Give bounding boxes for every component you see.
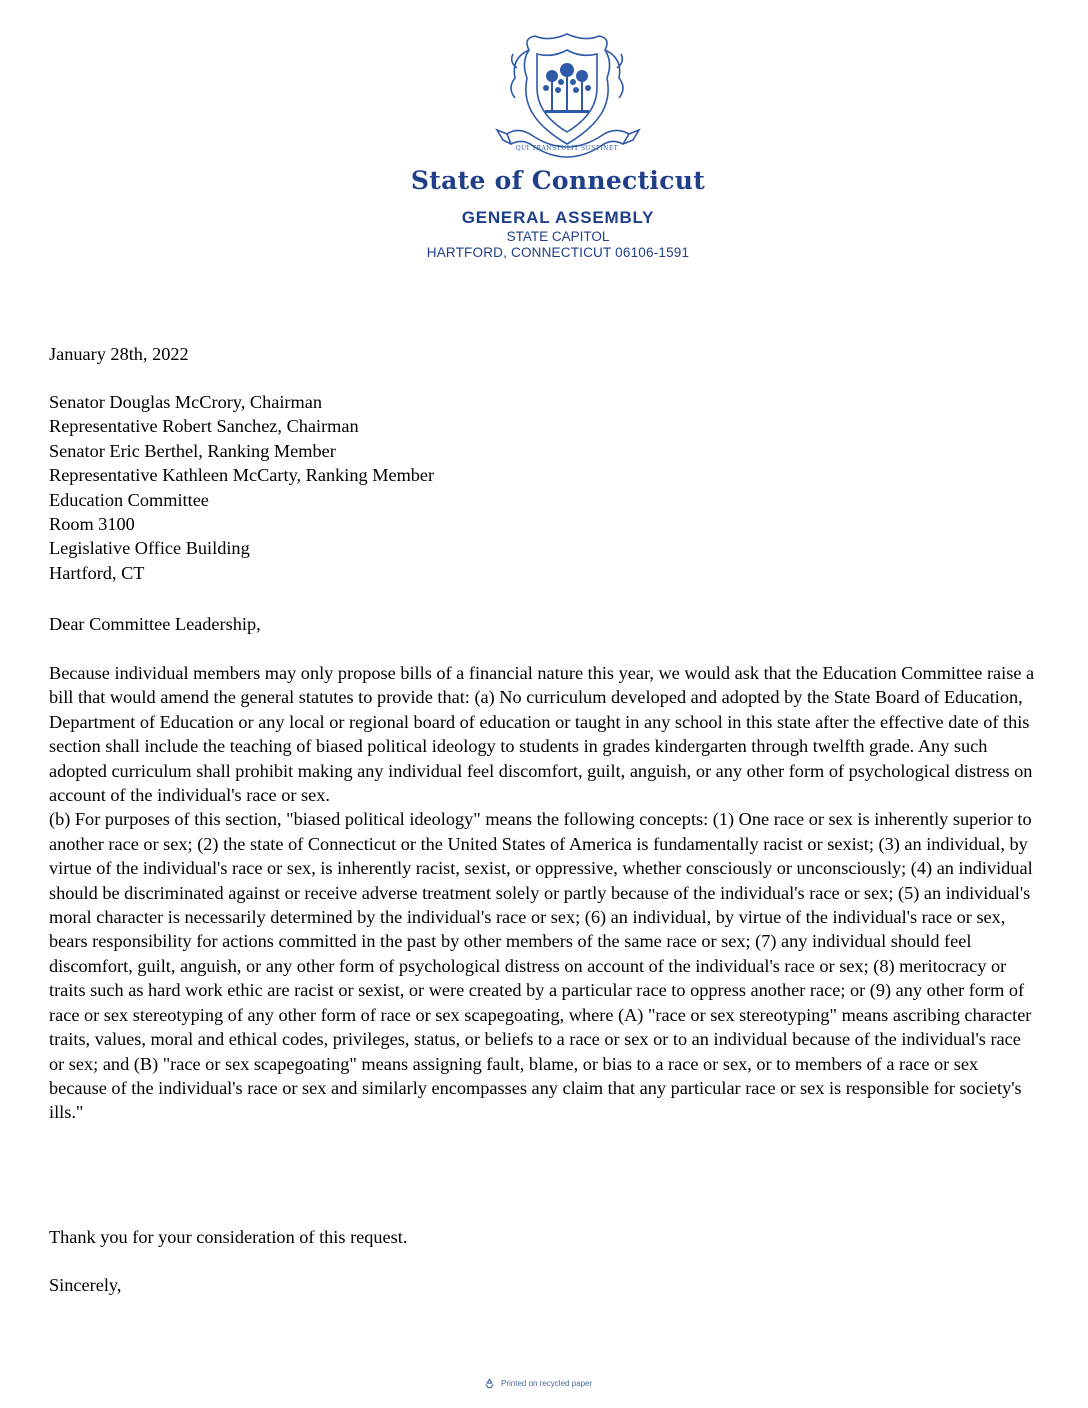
- letterhead-address: HARTFORD, CONNECTICUT 06106-1591: [426, 245, 690, 260]
- recipient-line: Legislative Office Building: [49, 538, 250, 559]
- thanks-line: Thank you for your consideration of this request.: [49, 1227, 408, 1247]
- letterhead-capitol: STATE CAPITOL: [506, 229, 610, 244]
- recycle-icon: [484, 1378, 495, 1389]
- recipient-line: Senator Eric Berthel, Ranking Member: [49, 440, 336, 461]
- letterhead-assembly: GENERAL ASSEMBLY: [461, 208, 655, 227]
- letter-date: January 28th, 2022: [49, 344, 189, 364]
- footer-note-text: Printed on recycled paper: [501, 1379, 593, 1388]
- recipient-line: Room 3100: [49, 514, 135, 535]
- recipient-line: Senator Douglas McCrory, Chairman: [49, 392, 322, 412]
- recipient-line: Hartford, CT: [49, 562, 145, 583]
- footer-note: [484, 1378, 592, 1389]
- salutation: Dear Committee Leadership,: [49, 614, 261, 634]
- body-paragraph-a: Because individual members may only propose bills of a financial nature this year, we would ask that the Education Committee raise a bill that would amend the general statutes to provide that: (a) No curriculum developed and adopted by the State Board of Education, Department of Education or any local or regional board of education or taught in any school in this state after the effective date of this section shall include the teaching of biased political ideology to students in grades kindergarten through twelfth grade. Any such adopted curriculum shall prohibit making any individual feel discomfort, guilt, anguish, or any other form of psychological distress on account of the individual's race or sex.: [49, 663, 1035, 806]
- recipient-line: Representative Kathleen McCarty, Ranking Member: [49, 465, 435, 486]
- body-paragraph-b: (b) For purposes of this section, "biased political ideology" means the following concepts: (1) One race or sex is inherently superior to another race or sex; (2) the state of Connecticut or the United States of America is fundamentally racist or sexist; (3) an individual, by virtue of the individual's race or sex, is inherently racist, sexist, or oppressive, whether consciously or unconsciously; (4) an individual should be discriminated against or receive adverse treatment solely or partly because of the individual's race or sex; (5) an individual's moral character is necessarily determined by the individual's race or sex; (6) an individual, by virtue of the individual's race or sex, bears responsibility for actions committed in the past by other members of the same race or sex; (7) any individual should feel discomfort, guilt, anguish, or any other form of psychological distress on account of the individual's race or sex; (8) meritocracy or traits such as hard work ethic are racist or sexist, or were created by a particular race to oppress another race; or (9) any other form of race or sex stereotyping of any other form of race or sex scapegoating, where (A) "race or sex stereotyping" means ascribing character traits, values, moral and ethical codes, privileges, status, or beliefs to a race or sex or to an individual because of the individual's race or sex; and (B) "race or sex scapegoating" means assigning fault, blame, or bias to a race or sex, or to members of a race or sex because of the individual's race or sex and similarly encompasses any claim that any particular race or sex is responsible for society's ills.": [49, 809, 1033, 1123]
- recipient-block: [49, 390, 1039, 585]
- letter-body: [49, 661, 1039, 1125]
- connecticut-seal-icon: [493, 28, 641, 168]
- closing-line: Sincerely,: [49, 1275, 122, 1295]
- recipient-line: Representative Robert Sanchez, Chairman: [49, 416, 359, 437]
- letterhead-state-name: State of Connecticut: [410, 166, 706, 195]
- recipient-line: Education Committee: [49, 489, 209, 510]
- svg-text:QUI TRANSTULIT SUSTINET: QUI TRANSTULIT SUSTINET: [515, 145, 619, 152]
